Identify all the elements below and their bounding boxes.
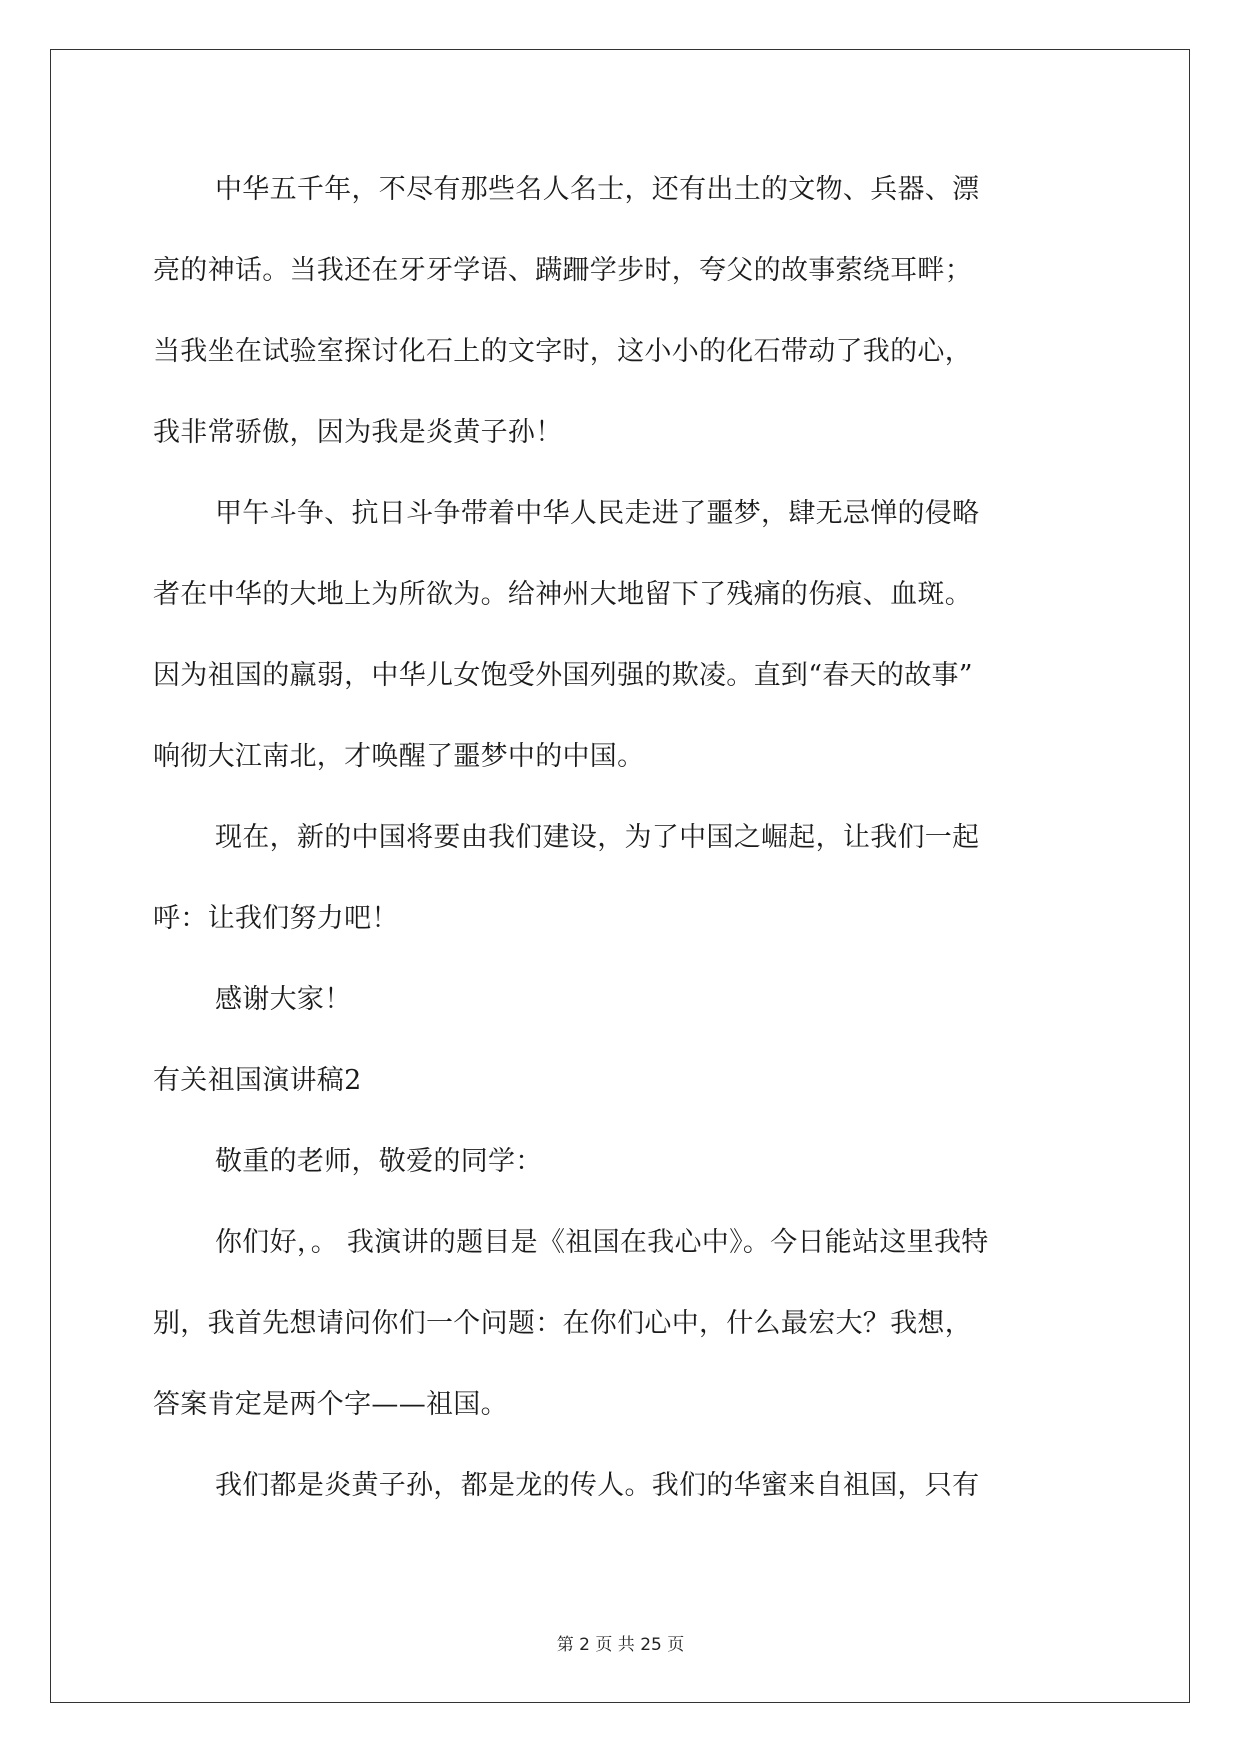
text-line: 因为祖国的羸弱，中华儿女饱受外国列强的欺凌。直到“春天的故事” xyxy=(153,660,973,691)
text-line: 甲午斗争、抗日斗争带着中华人民走进了噩梦，肆无忌惮的侵略 xyxy=(215,498,980,529)
text-line: 别，我首先想请问你们一个问题：在你们心中，什么最宏大？我想， xyxy=(153,1308,972,1339)
text-line: 敬重的老师，敬爱的同学： xyxy=(215,1146,543,1177)
text-line: 中华五千年，不尽有那些名人名士，还有出土的文物、兵器、漂 xyxy=(215,174,980,205)
document-body xyxy=(153,160,1088,1537)
section-heading: 有关祖国演讲稿2 xyxy=(153,1065,362,1096)
text-line: 答案肯定是两个字——祖国。 xyxy=(153,1389,508,1420)
text-line: 我们都是炎黄子孙，都是龙的传人。我们的华蜜来自祖国，只有 xyxy=(215,1470,980,1501)
text-line: 亮的神话。当我还在牙牙学语、蹒跚学步时，夸父的故事萦绕耳畔； xyxy=(153,255,972,286)
page-number-footer: 第 2 页 共 25 页 xyxy=(556,1635,685,1655)
text-line: 你们好，。 我演讲的题目是《祖国在我心中》。今日能站这里我特 xyxy=(215,1227,989,1258)
text-line: 者在中华的大地上为所欲为。给神州大地留下了残痛的伤痕、血斑。 xyxy=(153,579,972,610)
text-line: 现在，新的中国将要由我们建设，为了中国之崛起，让我们一起 xyxy=(215,822,980,853)
text-line: 呼：让我们努力吧！ xyxy=(153,903,399,934)
text-line: 我非常骄傲，因为我是炎黄子孙！ xyxy=(153,417,563,448)
text-line: 当我坐在试验室探讨化石上的文字时，这小小的化石带动了我的心， xyxy=(153,336,972,367)
text-line: 感谢大家！ xyxy=(215,984,352,1015)
text-line: 响彻大江南北，才唤醒了噩梦中的中国。 xyxy=(153,741,645,772)
